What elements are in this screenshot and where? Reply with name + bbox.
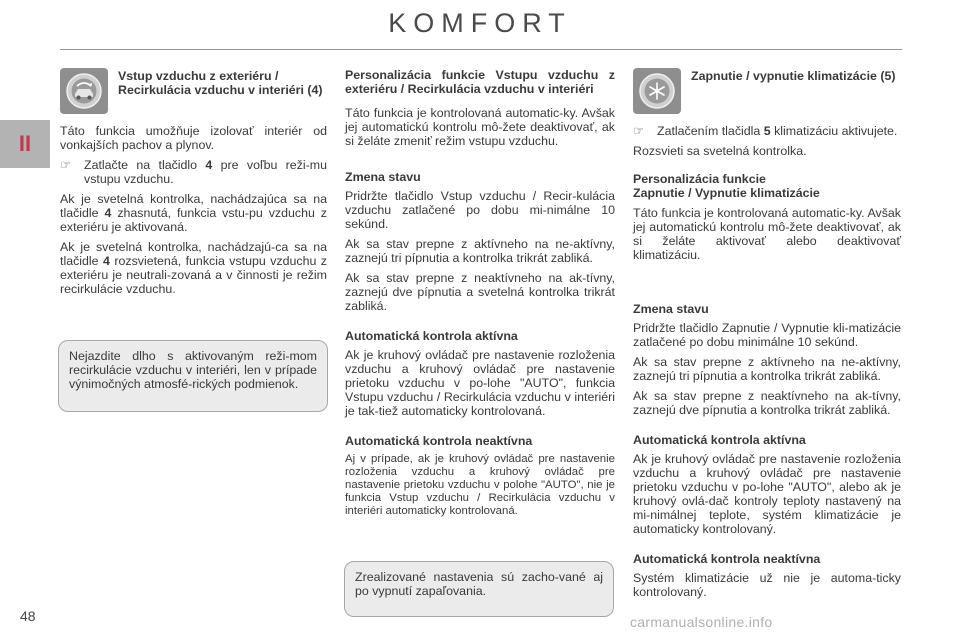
paragraph: Táto funkcia je kontrolovaná automatic-ky. Avšak jej automatickú kontrolu mô-žete deaktivovať, ak si želáte zmeniť režim vstupu vzduchu. bbox=[345, 106, 615, 148]
paragraph: Ak je svetelná kontrolka, nachádzajúca sa na tlačidle 4 zhasnutá, funkcia vstu-pu vzduchu z exteriéru je aktivovaná. bbox=[60, 192, 327, 234]
bullet-text: Zatlačte na tlačidlo 4 pre voľbu reži-mu vstupu vzduchu. bbox=[84, 158, 327, 186]
recirculation-icon bbox=[65, 72, 103, 110]
hand-pointer-icon: ☞ bbox=[633, 124, 645, 138]
subsection-title: Zapnutie / Vypnutie klimatizácie bbox=[633, 186, 820, 200]
section-header-recirculation bbox=[60, 68, 327, 114]
paragraph: Táto funkcia je kontrolovaná automatic-ky. Avšak jej automatickú kontrolu mô-žete deaktivovať, ak si želáte aktivovať alebo deaktivovať klimatizáciu. bbox=[633, 206, 901, 262]
subsection-title: Personalizácia funkcie bbox=[633, 172, 766, 186]
paragraph: Rozsvieti sa svetelná kontrolka. bbox=[633, 144, 807, 158]
hand-pointer-icon: ☞ bbox=[60, 158, 72, 172]
paragraph: Ak sa stav prepne z aktívneho na ne-aktívny, zaznejú tri pípnutia a kontrolka trikrát zabliká. bbox=[633, 355, 901, 383]
bullet-text: Zatlačením tlačidla 5 klimatizáciu aktivujete. bbox=[657, 124, 898, 138]
recirculation-button-image bbox=[60, 68, 108, 114]
subsection-title: Automatická kontrola aktívna bbox=[633, 433, 806, 447]
section-title: Personalizácia funkcie Vstupu vzduchu z exteriéru / Recirkulácia vzduchu v interiéri bbox=[345, 68, 615, 96]
subsection-title: Zmena stavu bbox=[345, 170, 421, 184]
header-divider bbox=[60, 49, 902, 50]
column-recirculation bbox=[60, 68, 327, 302]
paragraph: Táto funkcia umožňuje izolovať interiér od vonkajších pachov a plynov. bbox=[60, 124, 327, 152]
page-number: 48 bbox=[20, 608, 36, 624]
paragraph: Ak sa stav prepne z neaktívneho na ak-tívny, zaznejú dve pípnutia a svetelná kontrolka trikrát zabliká. bbox=[345, 271, 615, 313]
paragraph: Systém klimatizácie už nie je automa-ticky kontrolovaný. bbox=[633, 571, 901, 599]
paragraph: Pridržte tlačidlo Zapnutie / Vypnutie kli-matizácie zatlačené po dobu minimálne 10 sekúnd. bbox=[633, 321, 901, 349]
paragraph: Ak je svetelná kontrolka, nachádzajú-ca sa na tlačidle 4 rozsvietená, funkcia vstupu vzduchu z exteriéru je neutrali-zovaná a v činnosti je režim recirkulácie vzduchu. bbox=[60, 240, 327, 296]
paragraph: Ak sa stav prepne z aktívneho na ne-aktívny, zaznejú tri pípnutia a kontrolka trikrát zabliká. bbox=[345, 237, 615, 265]
subsection-title: Automatická kontrola neaktívna bbox=[345, 434, 533, 448]
bullet-item bbox=[633, 124, 901, 138]
page-title: KOMFORT bbox=[388, 8, 572, 38]
ac-snowflake-icon bbox=[638, 72, 676, 110]
subsection-title: Zmena stavu bbox=[633, 302, 709, 316]
paragraph: Ak sa stav prepne z neaktívneho na ak-tívny, zaznejú dve pípnutia a kontrolka trikrát zabliká. bbox=[633, 389, 901, 417]
paragraph: Pridržte tlačidlo Vstup vzduchu / Recir-kulácia vzduchu zatlačené po dobu mi-nimálne 10 sekúnd. bbox=[345, 189, 615, 231]
watermark: carmanualsonline.info bbox=[630, 614, 773, 630]
column-personalization-recirculation bbox=[345, 68, 615, 524]
paragraph: Ak je kruhový ovládač pre nastavenie rozloženia vzduchu a kruhový ovládač pre nastavenie prietoku vzduchu v po-lohe "AUTO", alebo ak je kruhový ovlá-dač kontroly teploty nastavený na mi-nimálnej teplote, systém klimatizácie je automaticky kontrolovaný. bbox=[633, 452, 901, 536]
note-box: Zrealizované nastavenia sú zacho-vané aj po vypnutí zapaľovania. bbox=[344, 561, 614, 617]
column-air-conditioning bbox=[633, 68, 901, 605]
bullet-item bbox=[60, 158, 327, 186]
section-title: Zapnutie / vypnutie klimatizácie (5) bbox=[691, 69, 896, 83]
ac-button-image bbox=[633, 68, 681, 114]
paragraph: Aj v prípade, ak je kruhový ovládač pre nastavenie rozloženia vzduchu a kruhový ovládač pre nastavenie prietoku vzduchu v polohe "AUTO", nie je funkcia Vstup vzduchu / Recirkulácia vzduchu v interiéri automaticky kontrolovaná. bbox=[345, 453, 615, 517]
section-header-ac bbox=[633, 68, 901, 114]
subsection-title: Automatická kontrola neaktívna bbox=[633, 552, 821, 566]
section-title: Vstup vzduchu z exteriéru / Recirkulácia vzduchu v interiéri (4) bbox=[118, 69, 323, 97]
chapter-tab: II bbox=[0, 120, 50, 168]
note-box: Nejazdite dlho s aktivovaným reži-mom recirkulácie vzduchu v interiéri, len v prípade výnimočných atmosfé-rických podmienok. bbox=[58, 340, 328, 412]
subsection-title: Automatická kontrola aktívna bbox=[345, 329, 518, 343]
paragraph: Ak je kruhový ovládač pre nastavenie rozloženia vzduchu a kruhový ovládač pre nastavenie prietoku vzduchu v po-lohe "AUTO", funkcia Vstupu vzduchu / Recirkulácia vzduchu v interiéri je tak-tiež automaticky kontrolovaná. bbox=[345, 348, 615, 418]
